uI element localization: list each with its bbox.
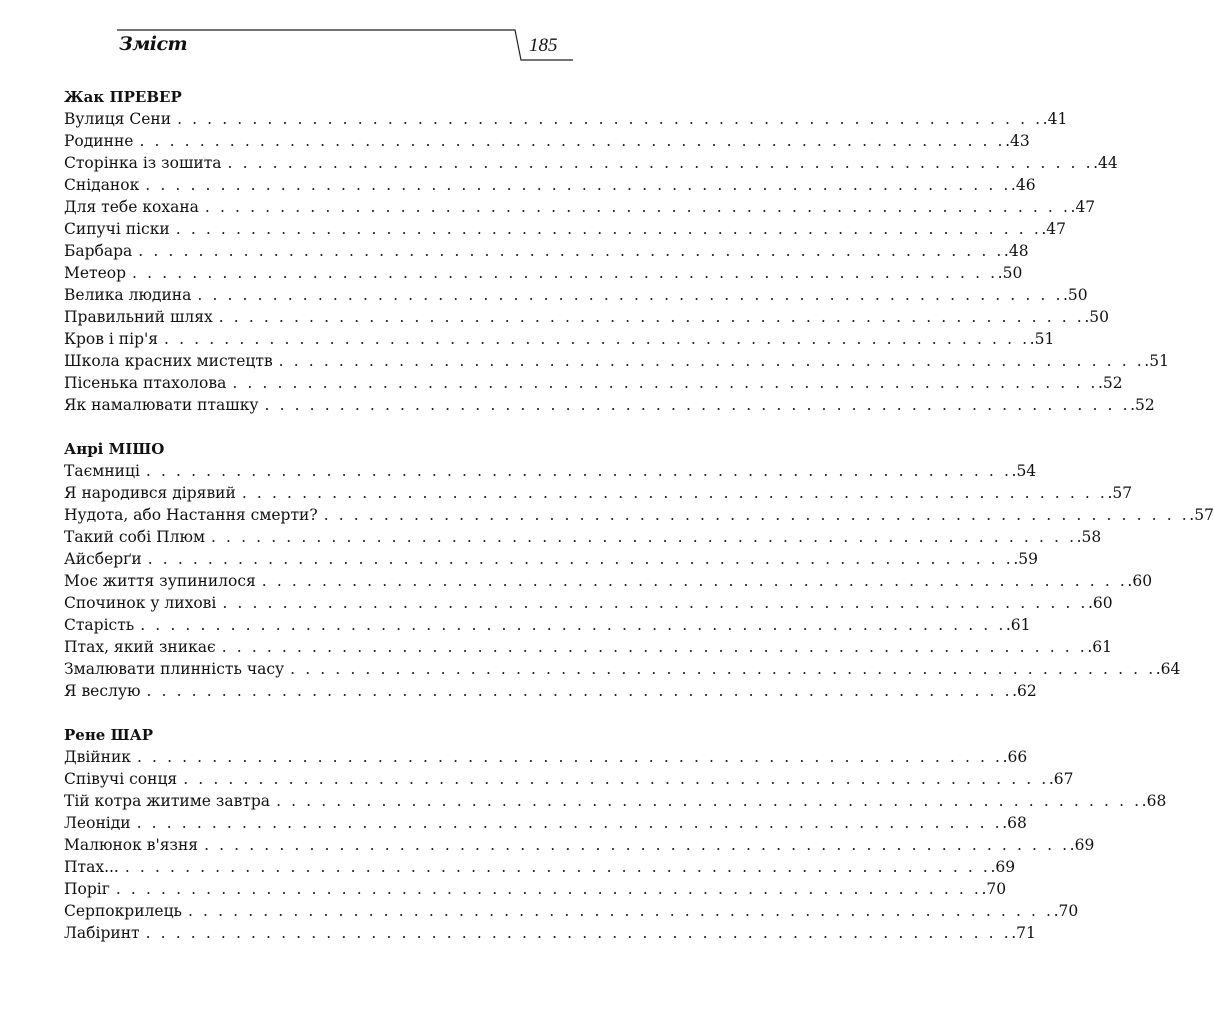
toc-entry bbox=[64, 504, 1214, 526]
entry-page-number: .66 bbox=[1002, 748, 1028, 766]
entry-title: Велика людина bbox=[64, 286, 192, 304]
entry-title: Сипучі піски bbox=[64, 220, 170, 238]
toc-entry bbox=[64, 922, 1036, 944]
entry-page-number: .47 bbox=[1041, 220, 1067, 238]
entry-page-number: .50 bbox=[997, 264, 1023, 282]
dot-leader: . . . . . . . . . . . . . . . . . . . . . . . . . . . . . . . . . . . . . . . . . . . . . . . . . . . . . . . . . . bbox=[136, 748, 1003, 766]
toc-entry bbox=[64, 306, 1109, 328]
entry-page-number: .57 bbox=[1189, 506, 1214, 524]
dot-leader: . . . . . . . . . . . . . . . . . . . . . . . . . . . . . . . . . . . . . . . . . . . . . . . . . . . . . . . . . . bbox=[222, 594, 1088, 612]
toc-entry bbox=[64, 284, 1088, 306]
toc-entry bbox=[64, 174, 1036, 196]
author-heading: Рене ШАР bbox=[64, 726, 154, 744]
entry-page-number: .59 bbox=[1013, 550, 1038, 568]
dot-leader: . . . . . . . . . . . . . . . . . . . . . . . . . . . . . . . . . . . . . . . . . . . . . . . . . . . . . . . . . . bbox=[136, 814, 1003, 832]
entry-page-number: .52 bbox=[1097, 374, 1123, 392]
entry-page-number: .57 bbox=[1107, 484, 1133, 502]
toc-section bbox=[64, 86, 1169, 416]
dot-leader: . . . . . . . . . . . . . . . . . . . . . . . . . . . . . . . . . . . . . . . . . . . . . . . . . . . . . . . . . . bbox=[138, 242, 1004, 260]
entry-title: Нудота, або Настання смерти? bbox=[64, 506, 318, 524]
entry-title: Співучі сонця bbox=[64, 770, 178, 788]
entry-title: Леоніди bbox=[64, 814, 131, 832]
entry-title: Таємниці bbox=[64, 462, 140, 480]
entry-page-number: .50 bbox=[1063, 286, 1088, 304]
toc-entry bbox=[64, 834, 1095, 856]
entry-title: Моє життя зупинилося bbox=[64, 572, 256, 590]
entry-title: Сніданок bbox=[64, 176, 140, 194]
entry-page-number: .61 bbox=[1005, 616, 1031, 634]
toc-entry bbox=[64, 108, 1068, 130]
header-title: Зміст bbox=[119, 33, 188, 55]
entry-title: Метеор bbox=[64, 264, 127, 282]
entry-page-number: .51 bbox=[1144, 352, 1169, 370]
entry-title: Тій котра житиме завтра bbox=[64, 792, 271, 810]
running-header bbox=[117, 29, 574, 63]
toc-entry bbox=[64, 878, 1007, 900]
table-of-contents bbox=[64, 86, 1214, 966]
toc-entry bbox=[64, 526, 1102, 548]
toc-entry bbox=[64, 372, 1123, 394]
entry-title: Кров і пір'я bbox=[64, 330, 159, 348]
dot-leader: . . . . . . . . . . . . . . . . . . . . . . . . . . . . . . . . . . . . . . . . . . . . . . . . . . . . . . . . . . bbox=[241, 484, 1108, 502]
header-page-number: 185 bbox=[529, 35, 558, 56]
entry-title: Пісенька птахолова bbox=[64, 374, 227, 392]
entry-title: Вулиця Сени bbox=[64, 110, 172, 128]
dot-leader: . . . . . . . . . . . . . . . . . . . . . . . . . . . . . . . . . . . . . . . . . . . . . . . . . . . . . . . . . . bbox=[276, 792, 1142, 810]
dot-leader: . . . . . . . . . . . . . . . . . . . . . . . . . . . . . . . . . . . . . . . . . . . . . . . . . . . . . . . . . . bbox=[204, 836, 1070, 854]
entry-title: Птах... bbox=[64, 858, 119, 876]
entry-title: Малюнок в'язня bbox=[64, 836, 199, 854]
dot-leader: . . . . . . . . . . . . . . . . . . . . . . . . . . . . . . . . . . . . . . . . . . . . . . . . . . . . . . . . . . bbox=[204, 198, 1071, 216]
toc-section bbox=[64, 438, 1214, 702]
entry-page-number: .68 bbox=[1141, 792, 1167, 810]
dot-leader: . . . . . . . . . . . . . . . . . . . . . . . . . . . . . . . . . . . . . . . . . . . . . . . . . . . . . . . . . . bbox=[175, 220, 1042, 238]
entry-page-number: .60 bbox=[1087, 594, 1113, 612]
toc-entry bbox=[64, 240, 1029, 262]
entry-title: Барбара bbox=[64, 242, 133, 260]
dot-leader: . . . . . . . . . . . . . . . . . . . . . . . . . . . . . . . . . . . . . . . . . . . . . . . . . . . . . . . . . . bbox=[211, 528, 1077, 546]
toc-section bbox=[64, 724, 1167, 944]
entry-page-number: .58 bbox=[1076, 528, 1102, 546]
dot-leader: . . . . . . . . . . . . . . . . . . . . . . . . . . . . . . . . . . . . . . . . . . . . . . . . . . . . . . . . . . bbox=[177, 110, 1043, 128]
entry-title: Спочинок у лихові bbox=[64, 594, 217, 612]
dot-leader: . . . . . . . . . . . . . . . . . . . . . . . . . . . . . . . . . . . . . . . . . . . . . . . . . . . . . . . . . . bbox=[264, 396, 1131, 414]
entry-title: Серпокрилець bbox=[64, 902, 182, 920]
entry-page-number: .52 bbox=[1130, 396, 1155, 414]
toc-entry bbox=[64, 130, 1030, 152]
entry-title: Я народився дірявий bbox=[64, 484, 236, 502]
entry-page-number: .70 bbox=[1053, 902, 1079, 920]
toc-entry bbox=[64, 614, 1031, 636]
entry-page-number: .60 bbox=[1127, 572, 1153, 590]
dot-leader: . . . . . . . . . . . . . . . . . . . . . . . . . . . . . . . . . . . . . . . . . . . . . . . . . . . . . . . . . . bbox=[139, 132, 1006, 150]
entry-page-number: .64 bbox=[1155, 660, 1181, 678]
dot-leader: . . . . . . . . . . . . . . . . . . . . . . . . . . . . . . . . . . . . . . . . . . . . . . . . . . . . . . . . . . bbox=[146, 682, 1013, 700]
entry-title: Такий собі Плюм bbox=[64, 528, 205, 546]
dot-leader: . . . . . . . . . . . . . . . . . . . . . . . . . . . . . . . . . . . . . . . . . . . . . . . . . . . . . . . . . . bbox=[147, 550, 1014, 568]
entry-page-number: .68 bbox=[1002, 814, 1027, 832]
toc-entry bbox=[64, 482, 1133, 504]
toc-entry bbox=[64, 856, 1016, 878]
toc-entry bbox=[64, 460, 1037, 482]
dot-leader: . . . . . . . . . . . . . . . . . . . . . . . . . . . . . . . . . . . . . . . . . . . . . . . . . . . . . . . . . . bbox=[145, 176, 1011, 194]
dot-leader: . . . . . . . . . . . . . . . . . . . . . . . . . . . . . . . . . . . . . . . . . . . . . . . . . . . . . . . . . . bbox=[221, 638, 1088, 656]
entry-page-number: .71 bbox=[1011, 924, 1036, 942]
toc-entry bbox=[64, 394, 1155, 416]
entry-title: Лабіринт bbox=[64, 924, 140, 942]
entry-page-number: .69 bbox=[1069, 836, 1095, 854]
toc-entry bbox=[64, 570, 1153, 592]
entry-page-number: .41 bbox=[1042, 110, 1068, 128]
entry-title: Для тебе кохана bbox=[64, 198, 199, 216]
dot-leader: . . . . . . . . . . . . . . . . . . . . . . . . . . . . . . . . . . . . . . . . . . . . . . . . . . . . . . . . . . bbox=[187, 902, 1054, 920]
entry-title: Як намалювати пташку bbox=[64, 396, 259, 414]
toc-entry bbox=[64, 746, 1028, 768]
entry-title: Родинне bbox=[64, 132, 134, 150]
entry-title: Школа красних мистецтв bbox=[64, 352, 273, 370]
entry-page-number: .44 bbox=[1093, 154, 1118, 172]
entry-page-number: .50 bbox=[1084, 308, 1109, 326]
entry-page-number: .62 bbox=[1012, 682, 1037, 700]
toc-entry bbox=[64, 262, 1023, 284]
toc-entry bbox=[64, 900, 1079, 922]
toc-entry bbox=[64, 768, 1074, 790]
entry-page-number: .47 bbox=[1070, 198, 1096, 216]
entry-title: Старість bbox=[64, 616, 135, 634]
dot-leader: . . . . . . . . . . . . . . . . . . . . . . . . . . . . . . . . . . . . . . . . . . . . . . . . . . . . . . . . . . bbox=[218, 308, 1085, 326]
dot-leader: . . . . . . . . . . . . . . . . . . . . . . . . . . . . . . . . . . . . . . . . . . . . . . . . . . . . . . . . . . bbox=[323, 506, 1190, 524]
toc-entry bbox=[64, 196, 1096, 218]
entry-page-number: .54 bbox=[1011, 462, 1037, 480]
dot-leader: . . . . . . . . . . . . . . . . . . . . . . . . . . . . . . . . . . . . . . . . . . . . . . . . . . . . . . . . . . bbox=[124, 858, 991, 876]
dot-leader: . . . . . . . . . . . . . . . . . . . . . . . . . . . . . . . . . . . . . . . . . . . . . . . . . . . . . . . . . . bbox=[261, 572, 1128, 590]
author-heading: Анрі МІШО bbox=[64, 440, 165, 458]
dot-leader: . . . . . . . . . . . . . . . . . . . . . . . . . . . . . . . . . . . . . . . . . . . . . . . . . . . . . . . . . . bbox=[145, 924, 1012, 942]
dot-leader: . . . . . . . . . . . . . . . . . . . . . . . . . . . . . . . . . . . . . . . . . . . . . . . . . . . . . . . . . . bbox=[197, 286, 1063, 304]
entry-page-number: .43 bbox=[1005, 132, 1030, 150]
dot-leader: . . . . . . . . . . . . . . . . . . . . . . . . . . . . . . . . . . . . . . . . . . . . . . . . . . . . . . . . . . bbox=[183, 770, 1049, 788]
toc-entry bbox=[64, 790, 1167, 812]
toc-entry bbox=[64, 152, 1118, 174]
entry-title: Айсберґи bbox=[64, 550, 142, 568]
entry-title: Двійник bbox=[64, 748, 131, 766]
dot-leader: . . . . . . . . . . . . . . . . . . . . . . . . . . . . . . . . . . . . . . . . . . . . . . . . . . . . . . . . . . bbox=[227, 154, 1094, 172]
dot-leader: . . . . . . . . . . . . . . . . . . . . . . . . . . . . . . . . . . . . . . . . . . . . . . . . . . . . . . . . . . bbox=[232, 374, 1098, 392]
entry-title: Поріг bbox=[64, 880, 110, 898]
entry-page-number: .46 bbox=[1010, 176, 1036, 194]
entry-title: Сторінка із зошита bbox=[64, 154, 222, 172]
toc-entry bbox=[64, 812, 1027, 834]
entry-title: Птах, який зникає bbox=[64, 638, 216, 656]
entry-page-number: .67 bbox=[1048, 770, 1074, 788]
dot-leader: . . . . . . . . . . . . . . . . . . . . . . . . . . . . . . . . . . . . . . . . . . . . . . . . . . . . . . . . . . bbox=[145, 462, 1012, 480]
entry-title: Правильний шлях bbox=[64, 308, 213, 326]
entry-page-number: .69 bbox=[990, 858, 1016, 876]
dot-leader: . . . . . . . . . . . . . . . . . . . . . . . . . . . . . . . . . . . . . . . . . . . . . . . . . . . . . . . . . . bbox=[290, 660, 1156, 678]
dot-leader: . . . . . . . . . . . . . . . . . . . . . . . . . . . . . . . . . . . . . . . . . . . . . . . . . . . . . . . . . . bbox=[164, 330, 1030, 348]
dot-leader: . . . . . . . . . . . . . . . . . . . . . . . . . . . . . . . . . . . . . . . . . . . . . . . . . . . . . . . . . . bbox=[140, 616, 1006, 634]
toc-entry bbox=[64, 328, 1055, 350]
entry-title: Я веслую bbox=[64, 682, 141, 700]
toc-entry bbox=[64, 350, 1169, 372]
dot-leader: . . . . . . . . . . . . . . . . . . . . . . . . . . . . . . . . . . . . . . . . . . . . . . . . . . . . . . . . . . bbox=[132, 264, 998, 282]
entry-page-number: .51 bbox=[1029, 330, 1055, 348]
toc-entry bbox=[64, 592, 1113, 614]
entry-page-number: .70 bbox=[981, 880, 1007, 898]
entry-title: Змалювати плинність часу bbox=[64, 660, 285, 678]
toc-entry bbox=[64, 658, 1181, 680]
toc-entry bbox=[64, 218, 1067, 240]
toc-entry bbox=[64, 680, 1037, 702]
entry-page-number: .61 bbox=[1087, 638, 1112, 656]
author-heading: Жак ПРЕВЕР bbox=[64, 88, 182, 106]
toc-entry bbox=[64, 636, 1112, 658]
entry-page-number: .48 bbox=[1003, 242, 1029, 260]
dot-leader: . . . . . . . . . . . . . . . . . . . . . . . . . . . . . . . . . . . . . . . . . . . . . . . . . . . . . . . . . . bbox=[115, 880, 982, 898]
toc-entry bbox=[64, 548, 1038, 570]
dot-leader: . . . . . . . . . . . . . . . . . . . . . . . . . . . . . . . . . . . . . . . . . . . . . . . . . . . . . . . . . . bbox=[278, 352, 1145, 370]
